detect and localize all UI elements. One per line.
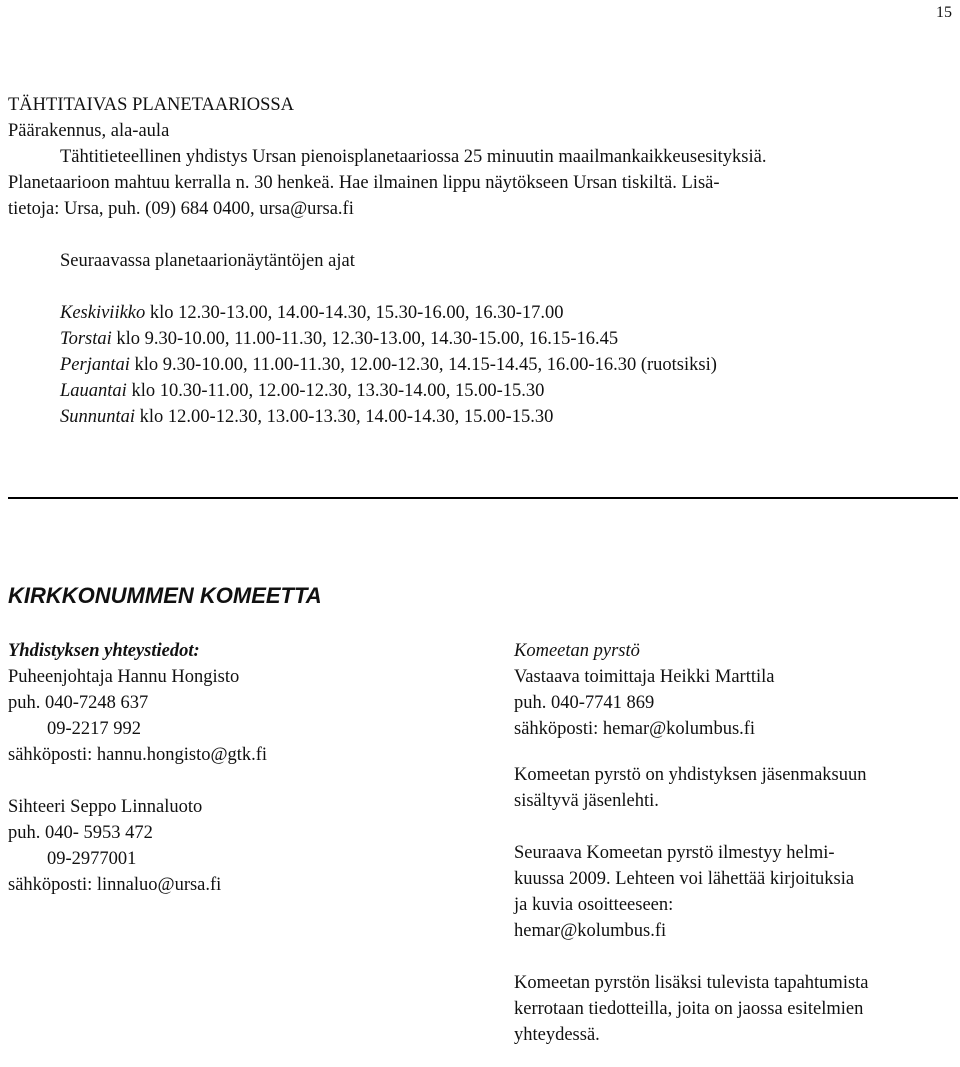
chair-email: sähköposti: hannu.hongisto@gtk.fi (8, 745, 268, 765)
planetarium-section (8, 92, 953, 430)
secretary-email: sähköposti: linnaluo@ursa.fi (8, 875, 222, 895)
schedule-row (8, 326, 953, 352)
schedule-times: klo 10.30-11.00, 12.00-12.30, 13.30-14.00, 15.00-15.30 (126, 381, 545, 401)
newsletter-paragraph-line: Komeetan pyrstö on yhdistyksen jäsenmaksuun (514, 765, 867, 785)
editor-email: sähköposti: hemar@kolumbus.fi (514, 719, 756, 739)
contact-heading: Yhdistyksen yhteystiedot: (8, 641, 200, 661)
contact-column (8, 638, 468, 898)
newsletter-paragraph-line: kuussa 2009. Lehteen voi lähettää kirjoituksia (514, 869, 855, 889)
schedule-day: Lauantai (60, 381, 127, 401)
schedule-day: Perjantai (60, 355, 130, 375)
planetarium-description-line: Tähtitieteellinen yhdistys Ursan pienoisplanetaariossa 25 minuutin maailmankaikkeusesityksiä. (60, 147, 767, 167)
schedule-row (8, 404, 953, 430)
newsletter-heading: Komeetan pyrstö (514, 641, 640, 661)
newsletter-paragraph-line: Seuraava Komeetan pyrstö ilmestyy helmi- (514, 843, 835, 863)
page-number: 15 (936, 4, 952, 21)
schedule-times: klo 12.00-12.30, 13.00-13.30, 14.00-14.30, 15.00-15.30 (135, 407, 554, 427)
chair-phone-alt: 09-2217 992 (47, 719, 142, 739)
planetarium-location: Päärakennus, ala-aula (8, 121, 170, 141)
newsletter-paragraph-line: hemar@kolumbus.fi (514, 921, 667, 941)
schedule-row (8, 352, 953, 378)
schedule-list (8, 300, 953, 430)
schedule-day: Keskiviikko (60, 303, 146, 323)
schedule-times: klo 9.30-10.00, 11.00-11.30, 12.00-12.30, 14.15-14.45, 16.00-16.30 (ruotsiksi) (129, 355, 717, 375)
planetarium-description-line: tietoja: Ursa, puh. (09) 684 0400, ursa@ursa.fi (8, 199, 354, 219)
newsletter-paragraph-line: sisältyvä jäsenlehti. (514, 791, 659, 811)
newsletter-paragraph-line: kerrotaan tiedotteilla, joita on jaossa esitelmien (514, 999, 864, 1019)
schedule-times: klo 12.30-13.00, 14.00-14.30, 15.30-16.00, 16.30-17.00 (145, 303, 564, 323)
editor-name: Vastaava toimittaja Heikki Marttila (514, 667, 775, 687)
planetarium-description-line: Planetaarioon mahtuu kerralla n. 30 henkeä. Hae ilmainen lippu näytökseen Ursan tiskiltä. Lisä- (8, 173, 720, 193)
chair-phone: puh. 040-7248 637 (8, 693, 149, 713)
schedule-day: Torstai (60, 329, 112, 349)
newsletter-column (514, 638, 954, 1048)
planetarium-title: TÄHTITAIVAS PLANETAARIOSSA (8, 95, 295, 115)
newsletter-paragraph-line: Komeetan pyrstön lisäksi tulevista tapahtumista (514, 973, 869, 993)
schedule-day: Sunnuntai (60, 407, 136, 427)
secretary-phone-alt: 09-2977001 (47, 849, 137, 869)
chair-name: Puheenjohtaja Hannu Hongisto (8, 667, 240, 687)
secretary-name: Sihteeri Seppo Linnaluoto (8, 797, 203, 817)
newsletter-paragraph-line: yhteydessä. (514, 1025, 600, 1045)
komeetta-heading: KIRKKONUMMEN KOMEETTA (8, 583, 322, 608)
section-divider (8, 497, 958, 499)
schedule-row (8, 300, 953, 326)
secretary-phone: puh. 040- 5953 472 (8, 823, 153, 843)
newsletter-paragraph-line: ja kuvia osoitteeseen: (514, 895, 674, 915)
schedule-row (8, 378, 953, 404)
editor-phone: puh. 040-7741 869 (514, 693, 655, 713)
schedule-intro: Seuraavassa planetaarionäytäntöjen ajat (60, 251, 355, 271)
schedule-times: klo 9.30-10.00, 11.00-11.30, 12.30-13.00, 14.30-15.00, 16.15-16.45 (111, 329, 619, 349)
